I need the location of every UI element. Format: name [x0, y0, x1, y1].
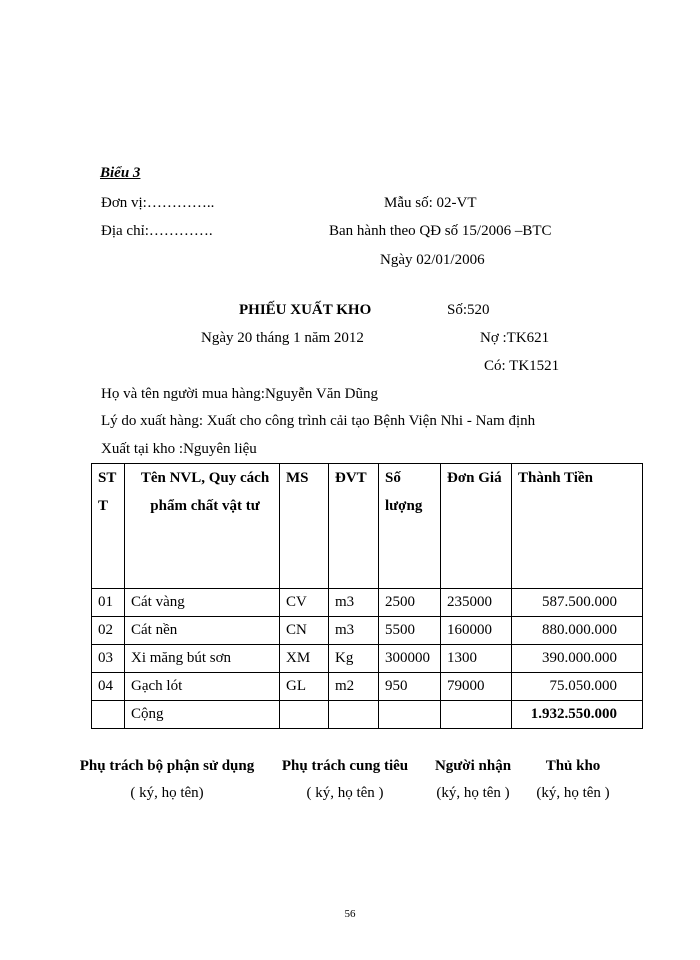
cell-amount: 880.000.000: [512, 617, 643, 645]
form-title: PHIẾU XUẤT KHO: [239, 302, 372, 318]
cell-amount: 587.500.000: [512, 589, 643, 617]
table-header-row: [92, 464, 643, 589]
cell-empty: [280, 701, 329, 729]
credit-account: Có: TK1521: [484, 358, 560, 374]
document-caption: Biểu 3: [100, 165, 141, 181]
issued-by: Ban hành theo QĐ số 15/2006 –BTC: [329, 223, 552, 239]
header-ms: MS: [280, 464, 329, 589]
header-stt: ST T: [92, 464, 125, 589]
cell-ms: CN: [280, 617, 329, 645]
reason-line: Lý do xuất hàng: Xuất cho công trình cải tạo Bệnh Viện Nhi - Nam định: [101, 413, 536, 429]
cell-unit-price: 1300: [441, 645, 512, 673]
cell-empty: [441, 701, 512, 729]
table-row: [92, 673, 643, 701]
header-dvt: ĐVT: [329, 464, 379, 589]
cell-unit-price: 79000: [441, 673, 512, 701]
signature-note: (ký, họ tên ): [536, 785, 610, 801]
signature-block-storekeeper: [527, 758, 619, 802]
table-row: [92, 645, 643, 673]
form-number: Mẫu số: 02-VT: [384, 195, 477, 211]
signature-title: Người nhận: [434, 758, 512, 774]
signature-title: Phụ trách bộ phận sử dụng: [79, 758, 255, 774]
buyer-line: Họ và tên người mua hàng:Nguyễn Văn Dũng: [101, 386, 378, 402]
cell-quantity: 5500: [379, 617, 441, 645]
signature-block-supply: [272, 758, 418, 802]
items-table: [91, 463, 643, 729]
table-row: [92, 589, 643, 617]
cell-amount: 390.000.000: [512, 645, 643, 673]
cell-name: Cát vàng: [125, 589, 280, 617]
page-number: 56: [344, 908, 356, 920]
cell-stt: 03: [92, 645, 125, 673]
unit-line: Đơn vị:…………..: [101, 195, 215, 211]
voucher-number: Số:520: [447, 302, 490, 318]
debit-account: Nợ :TK621: [480, 330, 550, 346]
cell-name: Xi măng bút sơn: [125, 645, 280, 673]
cell-dvt: m3: [329, 617, 379, 645]
cell-empty: [92, 701, 125, 729]
signature-block-usage: [70, 758, 264, 802]
warehouse-line: Xuất tại kho :Nguyên liệu: [101, 441, 257, 457]
cell-unit-price: 160000: [441, 617, 512, 645]
cell-name: Gạch lót: [125, 673, 280, 701]
cell-quantity: 2500: [379, 589, 441, 617]
signature-title: Phụ trách cung tiêu: [281, 758, 409, 774]
table-row: [92, 617, 643, 645]
cell-quantity: 950: [379, 673, 441, 701]
total-label: Cộng: [125, 701, 280, 729]
cell-amount: 75.050.000: [512, 673, 643, 701]
cell-ms: CV: [280, 589, 329, 617]
header-unit-price: Đơn Giá: [441, 464, 512, 589]
signature-note: ( ký, họ tên ): [306, 785, 384, 801]
cell-dvt: m3: [329, 589, 379, 617]
header-amount: Thành Tiền: [512, 464, 643, 589]
signature-title: Thủ kho: [545, 758, 601, 774]
cell-stt: 02: [92, 617, 125, 645]
address-line: Địa chỉ:………….: [101, 223, 213, 239]
signature-note: ( ký, họ tên): [130, 785, 204, 801]
cell-stt: 01: [92, 589, 125, 617]
cell-ms: GL: [280, 673, 329, 701]
cell-empty: [379, 701, 441, 729]
cell-ms: XM: [280, 645, 329, 673]
header-quantity: Số lượng: [379, 464, 441, 589]
header-name: Tên NVL, Quy cách phẩm chất vật tư: [125, 464, 280, 589]
cell-dvt: m2: [329, 673, 379, 701]
cell-unit-price: 235000: [441, 589, 512, 617]
voucher-date: Ngày 20 tháng 1 năm 2012: [201, 330, 364, 346]
cell-name: Cát nền: [125, 617, 280, 645]
table-total-row: [92, 701, 643, 729]
cell-dvt: Kg: [329, 645, 379, 673]
cell-stt: 04: [92, 673, 125, 701]
issued-date: Ngày 02/01/2006: [380, 252, 485, 268]
signature-note: (ký, họ tên ): [436, 785, 510, 801]
cell-empty: [329, 701, 379, 729]
cell-quantity: 300000: [379, 645, 441, 673]
signature-block-receiver: [427, 758, 519, 802]
total-value: 1.932.550.000: [512, 701, 643, 729]
